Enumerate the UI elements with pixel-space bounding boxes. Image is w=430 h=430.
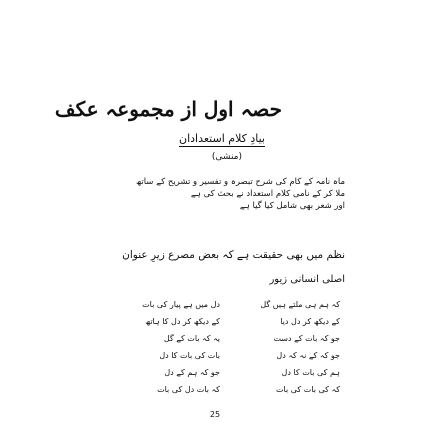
verse-line: کہ کی بات کی بات xyxy=(275,385,340,394)
section-subheading: اصلی انسانی زیور xyxy=(269,274,345,285)
verse-line: کہ بات دل کی بات xyxy=(157,385,220,394)
page-number: 25 xyxy=(209,410,221,419)
verse-line: کے دیکھ کر دل دیا xyxy=(280,317,340,326)
verse-column-right xyxy=(230,296,340,398)
verse-line: جو کہ ہم کے دل xyxy=(164,368,220,377)
author-note: (منشی) xyxy=(211,152,242,162)
verse-line: جو کہ کے نہ کہ دل xyxy=(276,351,340,360)
verse-line: دل میں ہے پیار کی بات xyxy=(142,300,220,309)
subtitle xyxy=(155,131,265,147)
subtitle-text: بیادِ کلام استعدادان xyxy=(179,132,265,145)
verse-line: جو کہ بات کے دست xyxy=(273,334,340,343)
intro-line-3: اور شعر بھی شامل کیا گیا ہے xyxy=(239,201,345,211)
verse-line: ہم کی بات کا دل xyxy=(281,368,340,377)
verse-line: کے دیکھ کر دل کا ہاتھ xyxy=(145,317,220,326)
page-title: حصہ اول از مجموعہ عکف xyxy=(54,97,282,121)
verse-column-left xyxy=(110,296,220,398)
intro-line-1: ماہ نامہ کے کام کی شرح تبصرہ و تفسیر و تشریح کے ساتھ xyxy=(135,177,345,187)
section-heading: نظم میں بھی حقیقت ہے کہ بعض مصرع زیرِ عنوان xyxy=(122,249,345,261)
intro-line-2: ملا کر کے نامی کلام استعداد نے بحث کی ہے xyxy=(190,189,345,199)
verse-line: بات کی بات کا دل xyxy=(159,351,220,360)
verse-line: کہ ہم ہی ملتے ہیں گل xyxy=(260,300,340,309)
verse-line: یہ کہ بات کے گل xyxy=(163,334,220,343)
